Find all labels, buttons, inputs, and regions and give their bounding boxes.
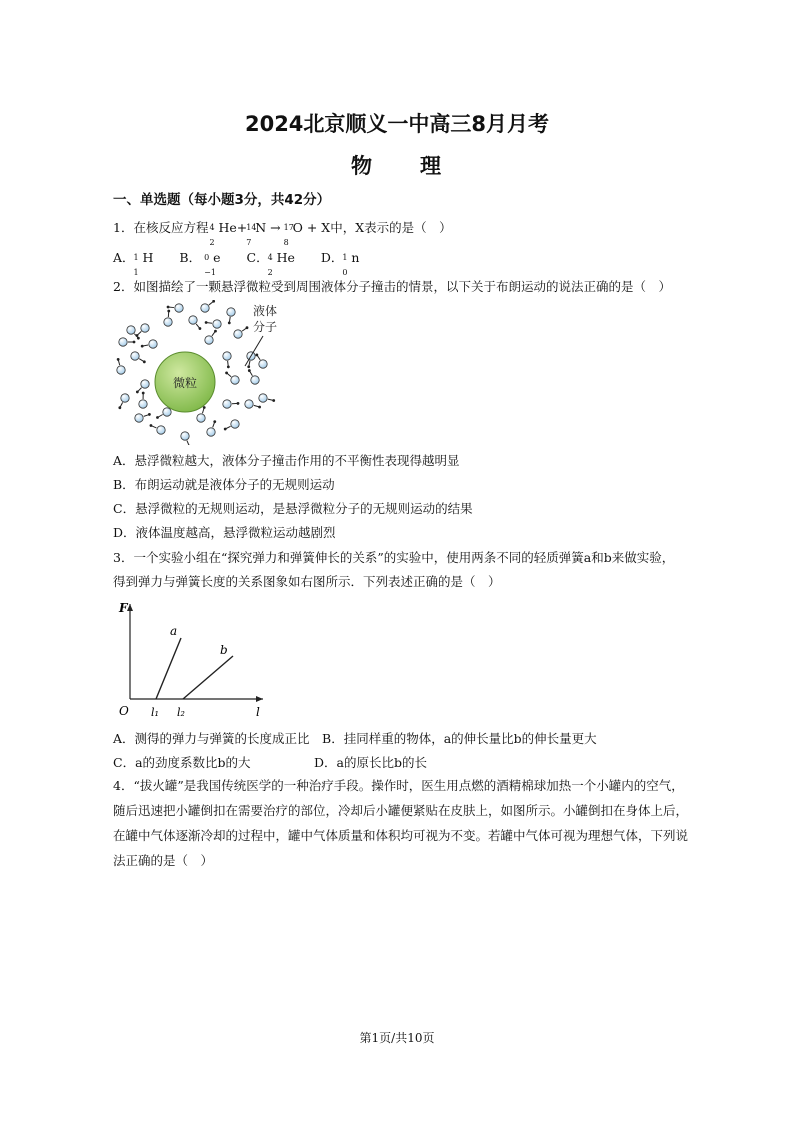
q2-option-b: B．布朗运动就是液体分子的无规则运动 (113, 477, 335, 492)
liquid-molecule (245, 400, 253, 408)
arrow-head (118, 406, 121, 409)
arrow-head (150, 424, 153, 427)
y-axis-arrow (127, 604, 133, 611)
question-1 (113, 218, 452, 247)
liquid-molecule (175, 304, 183, 312)
liquid-molecule (149, 340, 157, 348)
q2-option-a: A．悬浮微粒越大，液体分子撞击作用的不平衡性表现得越明显 (113, 453, 460, 468)
arrow-head (143, 360, 146, 363)
liquid-molecule (234, 330, 242, 338)
liquid-molecule (223, 400, 231, 408)
arrow-head (133, 341, 136, 344)
liquid-molecule (164, 318, 172, 326)
tick-l2: l₂ (177, 706, 185, 719)
arrow-head (247, 365, 250, 368)
arrow-head (203, 406, 206, 409)
exam-title: 2024北京顺义一中高三8月月考 (244, 112, 550, 136)
q4-line1: 4．“拔火罐”是我国传统医学的一种治疗手段。操作时，医生用点燃的酒精棉球加热一个小罐内的空气， (113, 778, 684, 793)
liquid-molecule (201, 304, 209, 312)
subject-title: 物 理 (351, 154, 443, 178)
tick-l1: l₁ (151, 706, 159, 719)
q1-suffix: 中，X表示的是（ ） (330, 220, 452, 235)
liquid-molecule (135, 414, 143, 422)
q2-option-d: D．液体温度越高，悬浮微粒运动越剧烈 (113, 525, 336, 540)
liquid-molecule (181, 432, 189, 440)
line-b-label: b (220, 643, 228, 657)
q4-line4: 法正确的是（ ） (113, 853, 214, 868)
arrow-head (205, 321, 208, 324)
q1-option-c: C． 4 2 He (246, 250, 295, 277)
q3-stem-line2: 得到弹力与弹簧长度的关系图象如右图所示．下列表述正确的是（ ） (113, 574, 501, 589)
q2-option-c: C．悬浮微粒的无规则运动，是悬浮微粒分子的无规则运动的结果 (113, 501, 473, 516)
arrow-head (148, 413, 151, 416)
arrow-head (225, 372, 228, 375)
arrow-head (237, 402, 240, 405)
liquid-molecule (141, 380, 149, 388)
particle-label: 微粒 (172, 376, 198, 390)
arrow-head (214, 330, 217, 333)
liquid-molecule (213, 320, 221, 328)
molecule-velocity-arrow (187, 441, 189, 445)
liquid-molecule (205, 336, 213, 344)
arrow-head (258, 406, 261, 409)
arrow-head (167, 310, 170, 313)
x-axis-label: l (256, 705, 260, 719)
line-a (156, 638, 181, 699)
arrow-head (213, 420, 216, 423)
liquid-molecule (223, 352, 231, 360)
brownian-figure (113, 300, 288, 445)
liquid-molecule (197, 414, 205, 422)
arrow-head (224, 428, 227, 431)
arrow-head (199, 327, 202, 330)
arrow-head (228, 321, 231, 324)
q3-stem-line1: 3．一个实验小组在“探究弹力和弹簧伸长的关系”的实验中，使用两条不同的轻质弹簧a和b来做实验， (113, 550, 675, 565)
liquid-molecule (119, 338, 127, 346)
liquid-molecule (189, 316, 197, 324)
line-a-label: a (170, 624, 178, 638)
q1-option-b: B． 0 −1 e (179, 250, 221, 277)
y-axis-label: F (119, 601, 128, 615)
arrow-head (141, 345, 144, 348)
liquid-molecule (231, 376, 239, 384)
liquid-molecule (141, 324, 149, 332)
line-b (183, 656, 233, 699)
liquid-molecule (139, 400, 147, 408)
q1-options (113, 248, 381, 277)
molecule-label-2: 分子 (252, 320, 278, 334)
liquid-molecule (131, 352, 139, 360)
liquid-molecule (127, 326, 135, 334)
q3-option-c: C．a的劲度系数比b的大 (113, 755, 251, 770)
nuclear-equation: 4 2 He+ 14 7 N → 17 8 O + X (209, 220, 331, 247)
arrow-head (255, 353, 258, 356)
liquid-molecule (121, 394, 129, 402)
q4-line3: 在罐中气体逐渐冷却的过程中，罐中气体质量和体积均可视为不变。若罐中气体可视为理想气体，下列说 (113, 828, 689, 843)
arrow-head (272, 399, 275, 402)
liquid-molecule (251, 376, 259, 384)
liquid-molecule (117, 366, 125, 374)
section-heading: 一、单选题（每小题3分，共42分） (113, 192, 331, 208)
arrow-head (248, 369, 251, 372)
q1-option-d: D． 1 0 n (320, 250, 360, 277)
liquid-molecule (207, 428, 215, 436)
page-footer: 第1页/共10页 (359, 1031, 435, 1045)
liquid-molecule (259, 394, 267, 402)
liquid-molecule (259, 360, 267, 368)
arrow-head (117, 358, 120, 361)
liquid-molecule (163, 408, 171, 416)
liquid-molecule (231, 420, 239, 428)
liquid-molecule (227, 308, 235, 316)
q4-line2: 随后迅速把小罐倒扣在需要治疗的部位，冷却后小罐便紧贴在皮肤上，如图所示。小罐倒扣在身体上后， (113, 803, 689, 818)
molecule-label-1: 液体 (252, 304, 278, 318)
q3-option-row1: A．测得的弹力与弹簧的长度成正比 B．挂同样重的物体，a的伸长量比b的伸长量更大 (113, 731, 597, 746)
q2-stem: 2．如图描绘了一颗悬浮微粒受到周围液体分子撞击的情景，以下关于布朗运动的说法正确的是（ ） (113, 279, 671, 294)
arrow-head (156, 416, 159, 419)
x-axis-arrow (256, 696, 263, 702)
liquid-molecule (157, 426, 165, 434)
arrow-head (137, 337, 140, 340)
arrow-head (246, 326, 249, 329)
origin-label: O (119, 704, 129, 718)
q1-prefix: 1．在核反应方程 (113, 220, 209, 235)
q3-option-d: D．a的原长比b的长 (314, 755, 427, 770)
arrow-head (167, 306, 170, 309)
arrow-head (136, 391, 139, 394)
q1-option-a: A． 1 1 H (113, 250, 154, 277)
arrow-head (142, 392, 145, 395)
arrow-head (227, 366, 230, 369)
spring-graph (113, 596, 273, 721)
